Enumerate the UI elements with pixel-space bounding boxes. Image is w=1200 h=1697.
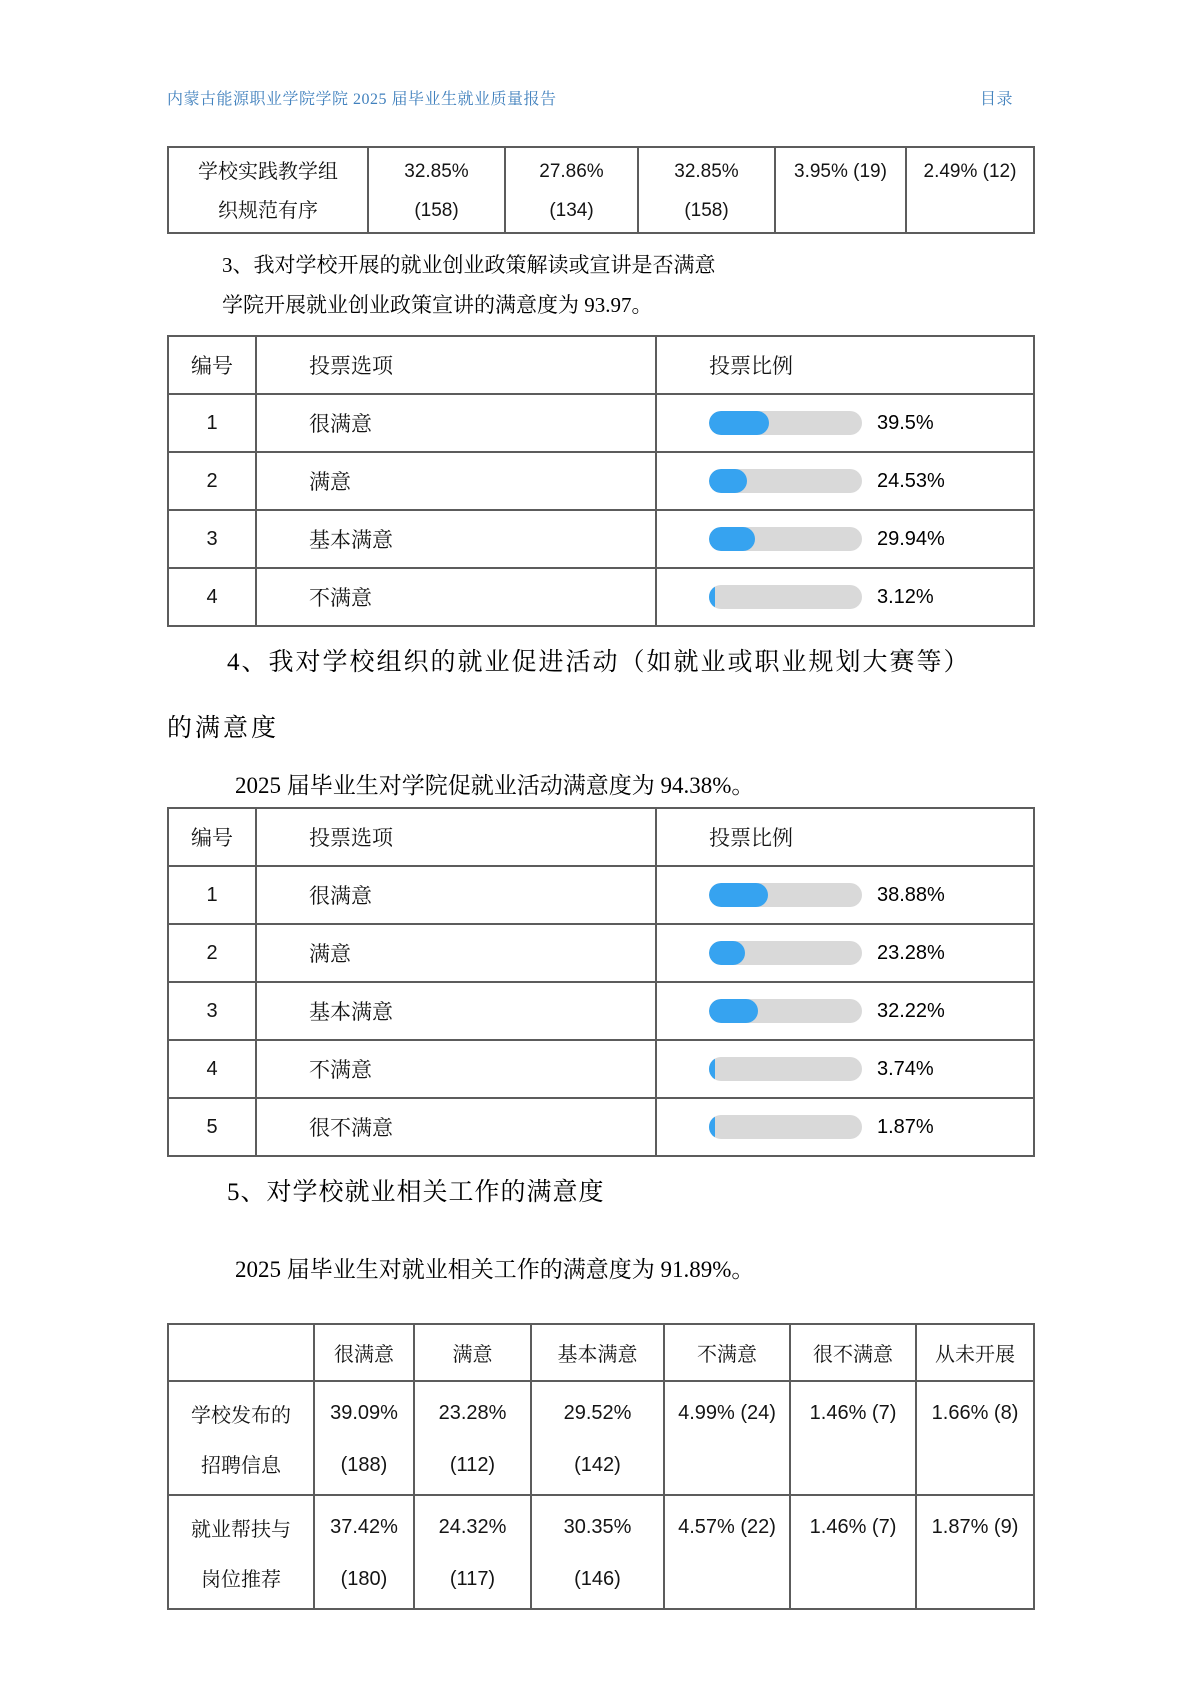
section3-heading: 3、我对学校开展的就业创业政策解读或宣讲是否满意 xyxy=(222,253,716,277)
row-id: 4 xyxy=(168,1040,256,1098)
bar-fill xyxy=(709,1115,715,1139)
section5-note: 2025 届毕业生对就业相关工作的满意度为 91.89%。 xyxy=(235,1257,755,1282)
progress-bar xyxy=(709,411,1033,435)
col-header: 不满意 xyxy=(664,1324,790,1381)
promotion-satisfaction-table xyxy=(167,807,1035,1157)
table-cell xyxy=(790,1495,916,1609)
table-row xyxy=(168,1495,1034,1609)
section5-heading: 5、对学校就业相关工作的满意度 xyxy=(227,1179,605,1206)
cell-pct: 4.57% (22) xyxy=(678,1516,776,1538)
progress-bar xyxy=(709,999,1033,1023)
row-ratio-cell xyxy=(656,394,1034,452)
bar-track xyxy=(709,411,862,435)
table-header-row xyxy=(168,808,1034,866)
bar-fill xyxy=(709,941,745,965)
row-id: 5 xyxy=(168,1098,256,1156)
employment-work-table xyxy=(167,1323,1035,1610)
cell-pct: 37.42% xyxy=(330,1516,398,1538)
practice-teaching-table xyxy=(167,146,1035,234)
bar-value-label: 3.74% xyxy=(877,1057,934,1080)
cell-pct: 27.86% xyxy=(539,161,604,182)
progress-bar xyxy=(709,1057,1033,1081)
table-cell xyxy=(314,1495,414,1609)
progress-bar xyxy=(709,527,1033,551)
table-cell xyxy=(775,147,906,233)
table-cell xyxy=(638,147,775,233)
col-header-ratio: 投票比例 xyxy=(656,336,1034,394)
row-ratio-cell xyxy=(656,866,1034,924)
row-option: 很满意 xyxy=(256,866,656,924)
bar-value-label: 39.5% xyxy=(877,411,934,434)
cell-pct: 24.32% xyxy=(438,1516,507,1538)
col-header: 很满意 xyxy=(314,1324,414,1381)
policy-satisfaction-table xyxy=(167,335,1035,627)
table-row xyxy=(168,982,1034,1040)
row-id: 3 xyxy=(168,982,256,1040)
table-row xyxy=(168,1381,1034,1495)
table-cell xyxy=(531,1495,664,1609)
table-row xyxy=(168,452,1034,510)
row-label-cell xyxy=(168,1381,314,1495)
table-row xyxy=(168,866,1034,924)
table-row xyxy=(168,510,1034,568)
row-ratio-cell xyxy=(656,452,1034,510)
bar-value-label: 38.88% xyxy=(877,883,945,906)
col-header: 很不满意 xyxy=(790,1324,916,1381)
row-label-cell xyxy=(168,1495,314,1609)
table-cell xyxy=(906,147,1034,233)
cell-pct: 39.09% xyxy=(330,1402,398,1424)
row-option: 满意 xyxy=(256,452,656,510)
bar-track xyxy=(709,999,862,1023)
row-label-line1: 学校发布的 xyxy=(191,1405,291,1427)
col-header-id: 编号 xyxy=(168,336,256,394)
row-option: 基本满意 xyxy=(256,510,656,568)
bar-track xyxy=(709,941,862,965)
col-header: 基本满意 xyxy=(531,1324,664,1381)
cell-count: (142) xyxy=(574,1454,621,1476)
col-header-empty xyxy=(168,1324,314,1381)
section4-note: 2025 届毕业生对学院促就业活动满意度为 94.38%。 xyxy=(235,773,755,798)
row-option: 不满意 xyxy=(256,568,656,626)
cell-pct: 23.28% xyxy=(438,1402,507,1424)
row-option: 基本满意 xyxy=(256,982,656,1040)
cell-pct: 1.46% (7) xyxy=(809,1516,897,1538)
table-row xyxy=(168,147,1034,233)
header-toc-link: 目录 xyxy=(979,91,1013,108)
table-row xyxy=(168,394,1034,452)
progress-bar xyxy=(709,1115,1033,1139)
table-header-row xyxy=(168,336,1034,394)
cell-count: (158) xyxy=(414,200,459,221)
cell-count: (158) xyxy=(684,200,729,221)
table-cell xyxy=(414,1381,531,1495)
row-label-line2: 织规范有序 xyxy=(218,200,318,222)
cell-count: (117) xyxy=(449,1568,496,1590)
cell-count: (112) xyxy=(449,1454,496,1476)
row-ratio-cell xyxy=(656,924,1034,982)
cell-pct: 1.87% (9) xyxy=(931,1516,1019,1538)
table-row xyxy=(168,1098,1034,1156)
table-cell xyxy=(790,1381,916,1495)
row-id: 2 xyxy=(168,452,256,510)
bar-value-label: 29.94% xyxy=(877,527,945,550)
row-id: 3 xyxy=(168,510,256,568)
bar-value-label: 24.53% xyxy=(877,469,945,492)
row-option: 很不满意 xyxy=(256,1098,656,1156)
row-id: 2 xyxy=(168,924,256,982)
progress-bar xyxy=(709,469,1033,493)
cell-count: (146) xyxy=(574,1568,621,1590)
row-ratio-cell xyxy=(656,568,1034,626)
row-label-cell xyxy=(168,147,368,233)
bar-fill xyxy=(709,585,715,609)
bar-value-label: 3.12% xyxy=(877,585,934,608)
table-cell xyxy=(505,147,638,233)
cell-pct: 4.99% (24) xyxy=(678,1402,776,1424)
col-header-option: 投票选项 xyxy=(256,336,656,394)
table-cell xyxy=(664,1495,790,1609)
table-cell xyxy=(916,1495,1034,1609)
cell-count: (134) xyxy=(549,200,594,221)
cell-pct: 32.85% xyxy=(404,161,469,182)
bar-fill xyxy=(709,469,747,493)
bar-fill xyxy=(709,999,758,1023)
table-cell xyxy=(916,1381,1034,1495)
cell-pct: 1.66% (8) xyxy=(931,1402,1019,1424)
bar-track xyxy=(709,585,862,609)
col-header: 满意 xyxy=(414,1324,531,1381)
row-id: 1 xyxy=(168,866,256,924)
table-cell xyxy=(368,147,505,233)
col-header-ratio: 投票比例 xyxy=(656,808,1034,866)
table-row xyxy=(168,924,1034,982)
bar-track xyxy=(709,883,862,907)
col-header-id: 编号 xyxy=(168,808,256,866)
bar-fill xyxy=(709,1057,715,1081)
bar-track xyxy=(709,469,862,493)
bar-track xyxy=(709,527,862,551)
progress-bar xyxy=(709,941,1033,965)
cell-pct: 32.85% xyxy=(674,161,739,182)
section4-heading-line2: 的满意度 xyxy=(167,715,280,742)
bar-value-label: 32.22% xyxy=(877,999,945,1022)
cell-count: (180) xyxy=(340,1568,388,1590)
row-option: 很满意 xyxy=(256,394,656,452)
row-ratio-cell xyxy=(656,1098,1034,1156)
row-label-line2: 岗位推荐 xyxy=(201,1569,281,1591)
cell-pct: 30.35% xyxy=(563,1516,632,1538)
row-id: 4 xyxy=(168,568,256,626)
header-title: 内蒙古能源职业学院学院 2025 届毕业生就业质量报告 xyxy=(167,91,557,108)
table-cell xyxy=(314,1381,414,1495)
col-header-option: 投票选项 xyxy=(256,808,656,866)
row-option: 满意 xyxy=(256,924,656,982)
col-header: 从未开展 xyxy=(916,1324,1034,1381)
row-ratio-cell xyxy=(656,510,1034,568)
bar-track xyxy=(709,1057,862,1081)
section3-note: 学院开展就业创业政策宣讲的满意度为 93.97。 xyxy=(222,293,653,317)
row-label-line1: 就业帮扶与 xyxy=(191,1519,291,1541)
bar-track xyxy=(709,1115,862,1139)
row-label-line1: 学校实践教学组 xyxy=(198,161,338,183)
row-ratio-cell xyxy=(656,1040,1034,1098)
cell-pct: 3.95% (19) xyxy=(794,161,887,182)
table-cell xyxy=(664,1381,790,1495)
cell-pct: 2.49% (12) xyxy=(923,161,1017,182)
bar-value-label: 1.87% xyxy=(877,1115,934,1138)
cell-count: (188) xyxy=(340,1454,388,1476)
bar-fill xyxy=(709,411,769,435)
cell-pct: 29.52% xyxy=(563,1402,632,1424)
bar-fill xyxy=(709,883,768,907)
table-cell xyxy=(531,1381,664,1495)
row-label-line2: 招聘信息 xyxy=(201,1455,281,1477)
row-ratio-cell xyxy=(656,982,1034,1040)
bar-value-label: 23.28% xyxy=(877,941,945,964)
table-cell xyxy=(414,1495,531,1609)
page-header xyxy=(167,0,1033,109)
section4-heading-line1: 4、我对学校组织的就业促进活动（如就业或职业规划大赛等） xyxy=(227,649,971,676)
cell-pct: 1.46% (7) xyxy=(809,1402,897,1424)
bar-fill xyxy=(709,527,755,551)
table-row xyxy=(168,568,1034,626)
progress-bar xyxy=(709,883,1033,907)
table-row xyxy=(168,1040,1034,1098)
row-id: 1 xyxy=(168,394,256,452)
progress-bar xyxy=(709,585,1033,609)
row-option: 不满意 xyxy=(256,1040,656,1098)
table-header-row xyxy=(168,1324,1034,1381)
page-content xyxy=(167,0,1033,1610)
